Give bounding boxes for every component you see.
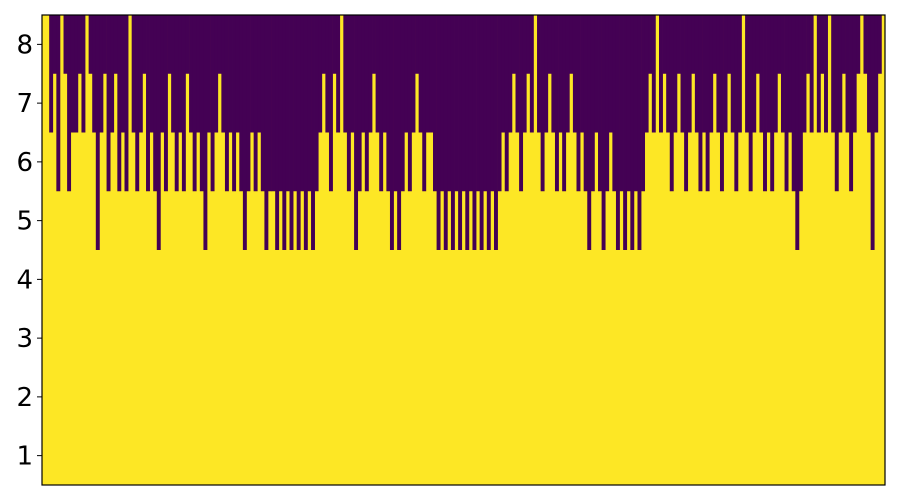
heatmap-column: [594, 15, 598, 133]
heatmap-column: [297, 15, 301, 250]
heatmap-column: [372, 15, 376, 74]
heatmap-column: [333, 15, 337, 74]
heatmap-column: [92, 15, 96, 133]
heatmap-column: [239, 15, 243, 191]
heatmap-column: [627, 15, 631, 191]
heatmap-column: [146, 15, 150, 191]
heatmap-column: [501, 15, 505, 133]
heatmap-column: [727, 15, 731, 74]
heatmap-column: [756, 15, 760, 74]
heatmap-column: [168, 15, 172, 74]
heatmap-column: [458, 15, 462, 250]
heatmap-column: [483, 15, 487, 191]
heatmap-column: [103, 15, 107, 74]
heatmap-column: [598, 15, 602, 191]
heatmap-column: [81, 15, 85, 133]
heatmap-column: [229, 15, 233, 133]
heatmap-column: [200, 15, 204, 191]
heatmap-column: [659, 15, 663, 133]
heatmap-column: [343, 15, 347, 133]
heatmap-column: [573, 15, 577, 133]
heatmap-column: [71, 15, 75, 133]
heatmap-column: [315, 15, 319, 191]
heatmap-column: [236, 15, 240, 133]
heatmap-column: [408, 15, 412, 191]
heatmap-column: [401, 15, 405, 191]
heatmap-column: [688, 15, 692, 133]
heatmap-column: [361, 15, 365, 133]
heatmap-column: [752, 15, 756, 133]
heatmap-column: [157, 15, 161, 250]
heatmap-column: [673, 15, 677, 133]
heatmap-column: [577, 15, 581, 191]
heatmap-column: [142, 15, 146, 74]
heatmap-column: [802, 15, 806, 133]
heatmap-column: [569, 15, 573, 74]
heatmap-column: [433, 15, 437, 191]
heatmap-column: [207, 15, 211, 133]
heatmap-column: [637, 15, 641, 250]
heatmap-column: [763, 15, 767, 191]
heatmap-column: [838, 15, 842, 133]
heatmap-column: [856, 15, 860, 74]
heatmap-column: [526, 15, 530, 74]
heatmap-column: [89, 15, 93, 74]
heatmap-column: [645, 15, 649, 133]
heatmap-column: [451, 15, 455, 250]
heatmap-column: [96, 15, 100, 250]
heatmap-column: [537, 15, 541, 133]
heatmap-column: [842, 15, 846, 74]
heatmap-column: [731, 15, 735, 133]
heatmap-column: [250, 15, 254, 133]
heatmap-column: [347, 15, 351, 191]
heatmap-column: [275, 15, 279, 250]
heatmap-column: [419, 15, 423, 133]
heatmap-column: [121, 15, 125, 133]
heatmap-column: [871, 15, 875, 250]
heatmap-column: [745, 15, 749, 133]
heatmap-column: [465, 15, 469, 250]
heatmap-column: [681, 15, 685, 133]
heatmap-column: [304, 15, 308, 250]
heatmap-column: [799, 15, 803, 191]
heatmap-column: [354, 15, 358, 250]
heatmap-column: [670, 15, 674, 191]
y-tick-label: 6: [16, 147, 33, 178]
heatmap-column: [261, 15, 265, 191]
heatmap-column: [282, 15, 286, 250]
heatmap-column: [530, 15, 534, 133]
heatmap-column: [189, 15, 193, 133]
heatmap-column: [311, 15, 315, 250]
heatmap-column: [713, 15, 717, 74]
heatmap-column: [257, 15, 261, 133]
heatmap-column: [605, 15, 609, 191]
heatmap-column: [175, 15, 179, 191]
heatmap-column: [584, 15, 588, 191]
heatmap-column: [243, 15, 247, 250]
heatmap-column: [293, 15, 297, 191]
heatmap-column: [846, 15, 850, 133]
heatmap-cells: [42, 15, 885, 485]
heatmap-column: [329, 15, 333, 191]
heatmap-column: [368, 15, 372, 133]
y-tick-label: 8: [16, 30, 33, 61]
heatmap-column: [777, 15, 781, 74]
heatmap-column: [698, 15, 702, 191]
heatmap-column: [254, 15, 258, 191]
heatmap-column: [634, 15, 638, 191]
heatmap-column: [555, 15, 559, 191]
heatmap-column: [379, 15, 383, 191]
heatmap-column: [620, 15, 624, 191]
heatmap-column: [132, 15, 136, 133]
heatmap-column: [139, 15, 143, 133]
heatmap-column: [749, 15, 753, 191]
heatmap-column: [160, 15, 164, 133]
heatmap-column: [447, 15, 451, 191]
y-tick-label: 2: [16, 382, 33, 413]
heatmap-column: [78, 15, 82, 74]
heatmap-column: [487, 15, 491, 250]
heatmap-column: [480, 15, 484, 250]
heatmap-column: [770, 15, 774, 191]
y-tick-label: 7: [16, 89, 33, 120]
heatmap-column: [56, 15, 60, 191]
heatmap-column: [53, 15, 57, 74]
heatmap-column: [390, 15, 394, 250]
heatmap-column: [286, 15, 290, 191]
heatmap-column: [437, 15, 441, 250]
heatmap-column: [171, 15, 175, 133]
heatmap-column: [351, 15, 355, 133]
heatmap-column: [397, 15, 401, 250]
heatmap-column: [612, 15, 616, 191]
heatmap-column: [516, 15, 520, 133]
heatmap-column: [225, 15, 229, 191]
heatmap-column: [469, 15, 473, 191]
heatmap-column: [196, 15, 200, 133]
heatmap-column: [652, 15, 656, 133]
heatmap-column: [505, 15, 509, 191]
heatmap-column: [548, 15, 552, 74]
heatmap-column: [738, 15, 742, 133]
heatmap-column: [164, 15, 168, 191]
heatmap-column: [867, 15, 871, 133]
heatmap-column: [677, 15, 681, 74]
heatmap-column: [64, 15, 68, 74]
heatmap-column: [376, 15, 380, 133]
heatmap-column: [415, 15, 419, 74]
heatmap-column: [49, 15, 53, 133]
heatmap-column: [759, 15, 763, 133]
heatmap-column: [720, 15, 724, 191]
heatmap-column: [462, 15, 466, 191]
heatmap-column: [307, 15, 311, 191]
heatmap-column: [358, 15, 362, 191]
heatmap-column: [508, 15, 512, 133]
heatmap-column: [325, 15, 329, 133]
heatmap-column: [666, 15, 670, 133]
heatmap-column: [817, 15, 821, 133]
heatmap-column: [849, 15, 853, 191]
heatmap-column: [774, 15, 778, 133]
heatmap-column: [498, 15, 502, 191]
y-tick-label: 4: [16, 265, 33, 296]
heatmap-column: [476, 15, 480, 191]
heatmap-column: [472, 15, 476, 250]
heatmap-column: [702, 15, 706, 133]
heatmap-column: [616, 15, 620, 250]
heatmap-column: [609, 15, 613, 133]
heatmap-column: [490, 15, 494, 191]
heatmap-column: [178, 15, 182, 133]
heatmap-column: [110, 15, 114, 133]
heatmap-column: [551, 15, 555, 133]
heatmap-column: [107, 15, 111, 191]
heatmap-column: [580, 15, 584, 133]
heatmap-column: [455, 15, 459, 191]
heatmap-column: [806, 15, 810, 74]
heatmap-column: [383, 15, 387, 133]
heatmap-column: [878, 15, 882, 74]
heatmap-column: [695, 15, 699, 133]
heatmap-column: [541, 15, 545, 191]
heatmap-column: [648, 15, 652, 74]
heatmap-column: [268, 15, 272, 191]
heatmap-column: [602, 15, 606, 250]
heatmap-column: [824, 15, 828, 133]
heatmap-column: [318, 15, 322, 133]
heatmap-column: [820, 15, 824, 74]
heatmap-column: [203, 15, 207, 250]
y-tick-label: 1: [16, 441, 33, 472]
heatmap-column: [734, 15, 738, 191]
heatmap-column: [691, 15, 695, 74]
heatmap-column: [336, 15, 340, 133]
heatmap-column: [663, 15, 667, 74]
heatmap-column: [874, 15, 878, 133]
heatmap-column: [494, 15, 498, 250]
heatmap-column: [853, 15, 857, 133]
heatmap-column: [300, 15, 304, 191]
heatmap-column: [792, 15, 796, 191]
heatmap-column: [519, 15, 523, 191]
heatmap-column: [193, 15, 197, 191]
heatmap-column: [623, 15, 627, 250]
heatmap-column: [272, 15, 276, 191]
heatmap-column: [724, 15, 728, 133]
heatmap-column: [211, 15, 215, 191]
heatmap-column: [185, 15, 189, 74]
heatmap-column: [404, 15, 408, 133]
heatmap-column: [150, 15, 154, 133]
heatmap-column: [153, 15, 157, 191]
heatmap-column: [781, 15, 785, 133]
heatmap-column: [290, 15, 294, 250]
heatmap-column: [114, 15, 118, 74]
y-tick-label: 5: [16, 206, 33, 237]
heatmap-column: [835, 15, 839, 191]
heatmap-column: [831, 15, 835, 133]
heatmap-column: [67, 15, 71, 191]
heatmap-column: [863, 15, 867, 74]
heatmap-column: [322, 15, 326, 74]
heatmap-column: [394, 15, 398, 191]
heatmap-column: [365, 15, 369, 191]
heatmap-column: [630, 15, 634, 250]
heatmap-column: [125, 15, 129, 191]
heatmap-column: [709, 15, 713, 133]
heatmap-column: [716, 15, 720, 133]
heatmap-column: [566, 15, 570, 133]
heatmap-column: [422, 15, 426, 191]
heatmap-column: [523, 15, 527, 133]
heatmap-column: [767, 15, 771, 133]
heatmap-column: [117, 15, 121, 191]
heatmap-column: [279, 15, 283, 191]
heatmap-column: [512, 15, 516, 74]
heatmap-column: [135, 15, 139, 191]
heatmap-column: [587, 15, 591, 250]
heatmap-column: [591, 15, 595, 191]
heatmap-column: [386, 15, 390, 191]
heatmap-column: [788, 15, 792, 133]
heatmap-column: [221, 15, 225, 133]
heatmap-column: [99, 15, 103, 133]
heatmap-column: [429, 15, 433, 133]
heatmap-column: [74, 15, 78, 133]
heatmap-column: [562, 15, 566, 191]
y-axis: [16, 30, 42, 471]
heatmap-column: [641, 15, 645, 191]
heatmap-column: [246, 15, 250, 191]
y-tick-label: 3: [16, 324, 33, 355]
heatmap-column: [785, 15, 789, 191]
heatmap-column: [684, 15, 688, 191]
heatmap-column: [706, 15, 710, 191]
heatmap-column: [264, 15, 268, 250]
heatmap-column: [544, 15, 548, 133]
heatmap-column: [214, 15, 218, 133]
heatmap-column: [810, 15, 814, 133]
heatmap-column: [440, 15, 444, 191]
heatmap-column: [795, 15, 799, 250]
heatmap-column: [218, 15, 222, 74]
heatmap-column: [232, 15, 236, 191]
heatmap-column: [559, 15, 563, 133]
heatmap-column: [411, 15, 415, 133]
heatmap-column: [426, 15, 430, 133]
heatmap-column: [444, 15, 448, 250]
heatmap-column: [182, 15, 186, 191]
